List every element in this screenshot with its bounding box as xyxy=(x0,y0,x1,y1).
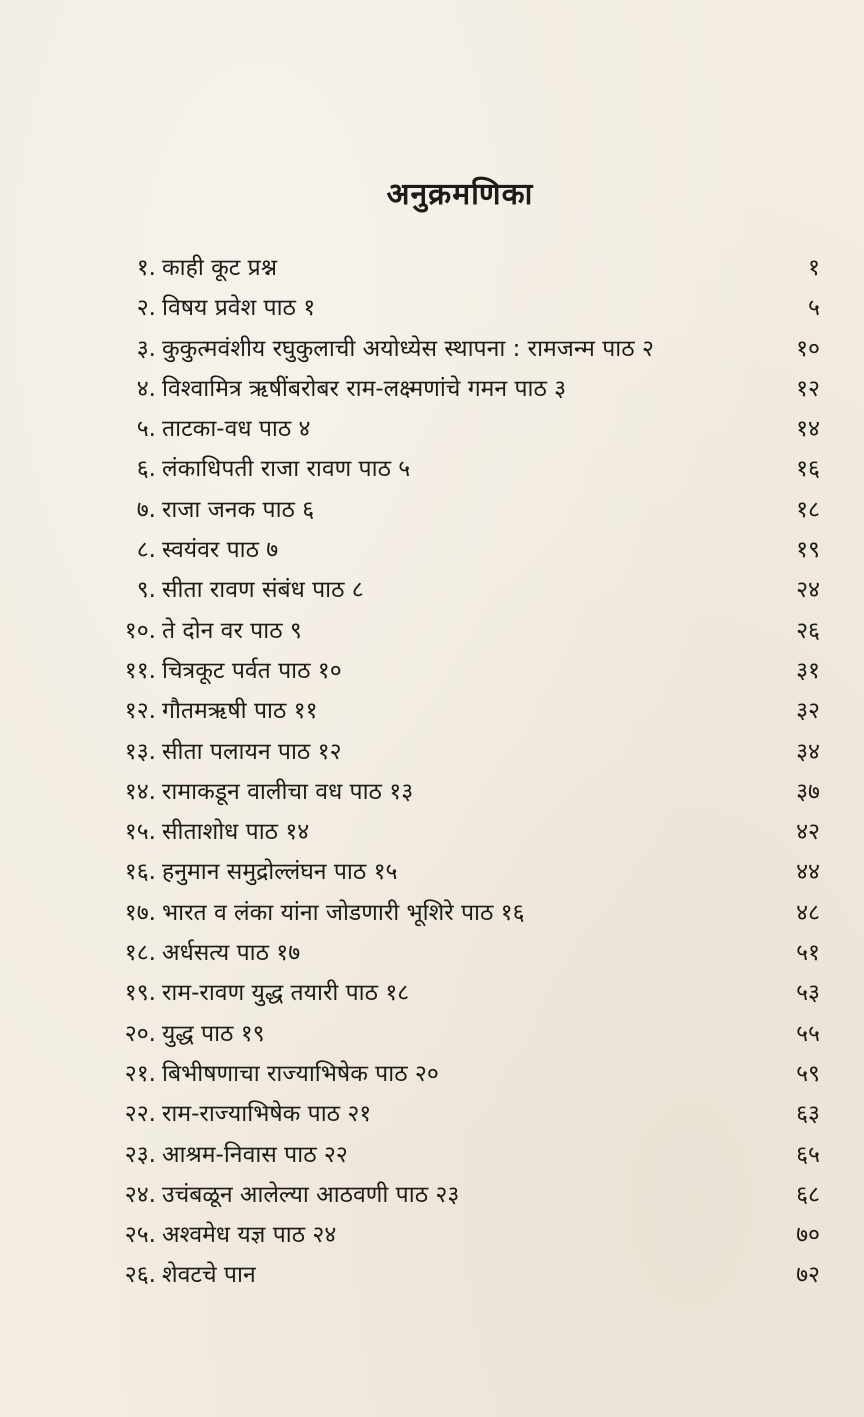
toc-entry xyxy=(0,530,864,570)
toc-entry-number: २४. xyxy=(124,1181,156,1208)
toc-entry xyxy=(0,570,864,610)
toc-entry-title: हनुमान समुद्रोल्लंघन पाठ १५ xyxy=(162,859,398,886)
toc-entry-number: ७. xyxy=(136,496,156,523)
toc-entry xyxy=(0,409,864,449)
toc-entry-page-number: ६३ xyxy=(796,1101,820,1128)
toc-entry xyxy=(0,691,864,731)
toc-entry-title: राजा जनक पाठ ६ xyxy=(162,496,315,523)
toc-entry xyxy=(0,1215,864,1255)
toc-entry-title: सीता रावण संबंध पाठ ८ xyxy=(162,577,364,604)
toc-entry-number: १६. xyxy=(124,859,156,886)
toc-entry-number: ४. xyxy=(136,375,156,402)
toc-entry-page-number: १६ xyxy=(796,456,820,483)
toc-entry-title: काही कूट प्रश्न xyxy=(162,255,278,281)
toc-entry-title: ताटका-वध पाठ ४ xyxy=(162,416,311,443)
toc-entry-page-number: १२ xyxy=(796,375,820,402)
toc-entry-page-number: ३२ xyxy=(796,698,820,725)
toc-entry-number: ११. xyxy=(124,657,156,684)
toc-entry-title: सीताशोध पाठ १४ xyxy=(162,819,310,846)
toc-entry-title: राम-राज्याभिषेक पाठ २१ xyxy=(162,1101,372,1128)
toc-entry xyxy=(0,369,864,409)
toc-entry xyxy=(0,288,864,328)
toc-entry-page-number: ४४ xyxy=(796,859,820,886)
toc-entry-number: १. xyxy=(136,255,156,281)
toc-entry-title: सीता पलायन पाठ १२ xyxy=(162,738,342,765)
toc-entry xyxy=(0,1255,864,1295)
toc-entry-title: शेवटचे पान xyxy=(162,1262,256,1289)
toc-entry xyxy=(0,1175,864,1215)
toc-entry xyxy=(0,329,864,369)
toc-entry-title: अश्वमेध यज्ञ पाठ २४ xyxy=(162,1222,337,1249)
table-of-contents xyxy=(0,248,864,1296)
toc-entry xyxy=(0,732,864,772)
toc-entry xyxy=(0,812,864,852)
toc-entry-page-number: ५१ xyxy=(796,940,820,967)
toc-entry-number: २१. xyxy=(124,1060,156,1087)
toc-entry-page-number: १९ xyxy=(796,537,820,564)
toc-entry-title: राम-रावण युद्ध तयारी पाठ १८ xyxy=(162,980,410,1007)
toc-entry-title: चित्रकूट पर्वत पाठ १० xyxy=(162,657,342,684)
toc-entry-number: १२. xyxy=(124,698,156,725)
toc-entry-page-number: १ xyxy=(808,255,820,281)
toc-entry-page-number: ५ xyxy=(808,295,820,322)
toc-entry-page-number: ५३ xyxy=(796,980,820,1007)
toc-entry xyxy=(0,611,864,651)
toc-entry-number: ५. xyxy=(136,416,156,443)
toc-entry-page-number: २६ xyxy=(796,617,820,644)
toc-entry-number: ९. xyxy=(136,577,156,604)
toc-entry-page-number: ५९ xyxy=(796,1060,820,1087)
toc-entry-page-number: २४ xyxy=(796,577,820,604)
toc-entry-page-number: ४२ xyxy=(796,819,820,846)
toc-entry xyxy=(0,893,864,933)
toc-entry xyxy=(0,852,864,892)
toc-entry-title: विषय प्रवेश पाठ १ xyxy=(162,295,316,322)
toc-entry xyxy=(0,651,864,691)
toc-entry-number: २३. xyxy=(124,1141,156,1168)
toc-entry-page-number: ५५ xyxy=(796,1020,820,1047)
toc-entry-page-number: ७२ xyxy=(796,1262,820,1289)
toc-entry-number: १४. xyxy=(124,778,156,805)
toc-entry-title: स्वयंवर पाठ ७ xyxy=(162,537,279,564)
toc-entry-title: कुकुत्मवंशीय रघुकुलाची अयोध्येस स्थापना : रामजन्म पाठ २ xyxy=(162,335,654,362)
toc-entry xyxy=(0,449,864,489)
toc-entry-number: १०. xyxy=(124,617,156,644)
toc-entry-number: २६. xyxy=(124,1262,156,1289)
toc-entry-number: १५. xyxy=(124,819,156,846)
toc-entry-title: रामाकडून वालीचा वध पाठ १३ xyxy=(162,778,414,805)
toc-entry-number: २५. xyxy=(124,1222,156,1249)
toc-entry-number: १९. xyxy=(124,980,156,1007)
toc-entry-number: ३. xyxy=(136,335,156,362)
toc-entry-page-number: १० xyxy=(796,335,820,362)
page-title: अनुक्रमणिका xyxy=(386,177,534,212)
toc-entry-title: विश्वामित्र ऋषींबरोबर राम-लक्ष्मणांचे गमन पाठ ३ xyxy=(162,375,567,402)
toc-entry-page-number: १४ xyxy=(796,416,820,443)
toc-entry-page-number: ७० xyxy=(796,1222,820,1249)
toc-entry xyxy=(0,973,864,1013)
toc-entry-title: आश्रम-निवास पाठ २२ xyxy=(162,1141,348,1168)
toc-entry-page-number: ३४ xyxy=(796,738,820,765)
toc-entry-title: बिभीषणाचा राज्याभिषेक पाठ २० xyxy=(162,1060,439,1087)
toc-entry xyxy=(0,1054,864,1094)
toc-entry xyxy=(0,248,864,288)
toc-entry-number: ८. xyxy=(136,537,156,564)
toc-entry-number: १८. xyxy=(124,940,156,967)
toc-entry-title: भारत व लंका यांना जोडणारी भूशिरे पाठ १६ xyxy=(162,899,525,926)
toc-entry xyxy=(0,1014,864,1054)
toc-entry-title: अर्धसत्य पाठ १७ xyxy=(162,940,301,967)
toc-entry-page-number: ३७ xyxy=(796,778,820,805)
toc-entry-title: गौतमऋषी पाठ ११ xyxy=(162,698,318,725)
toc-entry-number: ६. xyxy=(136,456,156,483)
toc-entry xyxy=(0,772,864,812)
toc-entry xyxy=(0,490,864,530)
toc-entry xyxy=(0,1135,864,1175)
toc-entry-page-number: ३१ xyxy=(796,657,820,684)
toc-entry-number: १७. xyxy=(124,899,156,926)
toc-entry-title: ते दोन वर पाठ ९ xyxy=(162,617,302,644)
toc-entry-title: युद्ध पाठ १९ xyxy=(162,1020,265,1047)
toc-entry-number: २०. xyxy=(124,1020,156,1047)
toc-entry-page-number: ६८ xyxy=(796,1181,820,1208)
toc-entry-page-number: ४८ xyxy=(796,899,820,926)
toc-entry-title: लंकाधिपती राजा रावण पाठ ५ xyxy=(162,456,411,483)
toc-entry-page-number: ६५ xyxy=(796,1141,820,1168)
toc-entry-title: उचंबळून आलेल्या आठवणी पाठ २३ xyxy=(162,1181,460,1208)
toc-entry xyxy=(0,933,864,973)
toc-entry-number: २२. xyxy=(124,1101,156,1128)
toc-entry xyxy=(0,1094,864,1134)
toc-entry-number: २. xyxy=(136,295,156,322)
toc-entry-number: १३. xyxy=(124,738,156,765)
toc-entry-page-number: १८ xyxy=(796,496,820,523)
